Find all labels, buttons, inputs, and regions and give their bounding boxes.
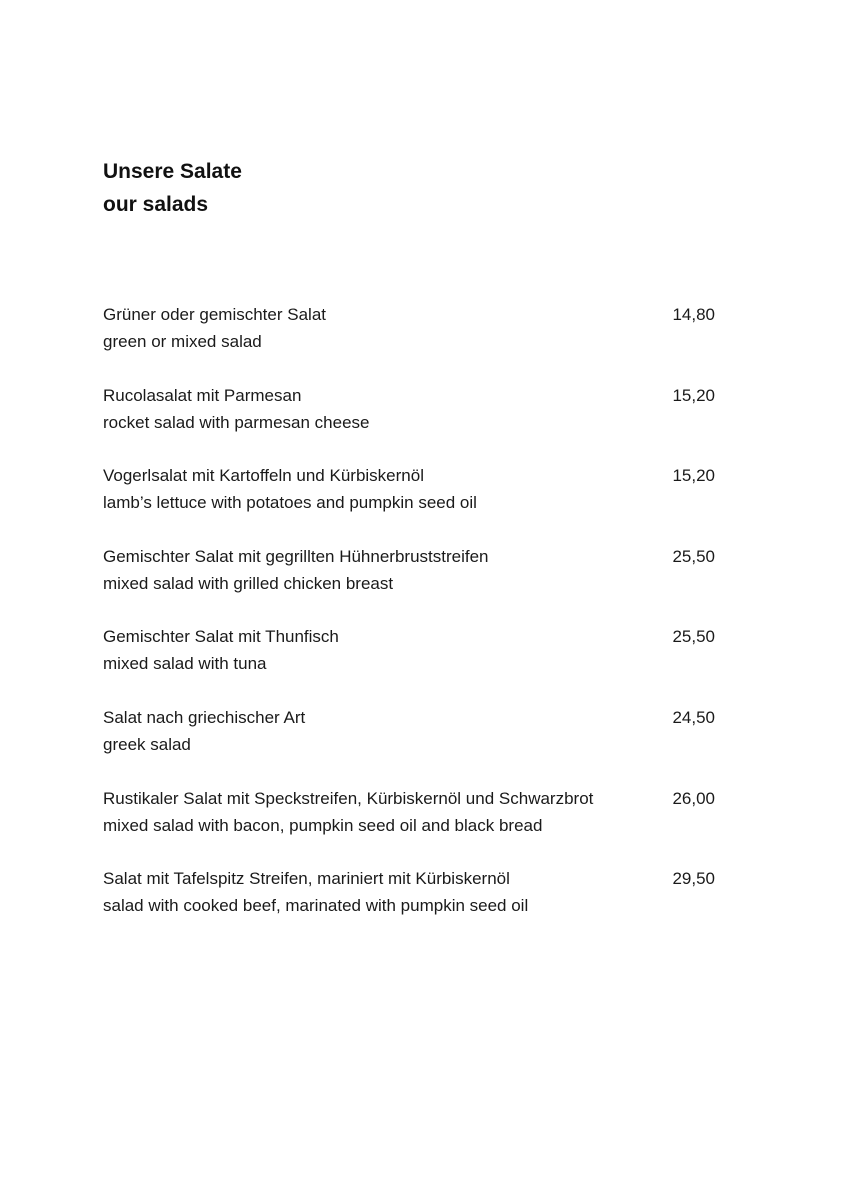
- item-name-english: lamb’s lettuce with potatoes and pumpkin seed oil: [103, 493, 477, 513]
- item-price: 25,50: [672, 546, 715, 566]
- item-price: 26,00: [672, 788, 715, 808]
- item-name-german: Salat nach griechischer Art: [103, 707, 306, 727]
- list-item: [103, 785, 715, 866]
- item-name-english: green or mixed salad: [103, 332, 262, 351]
- title-german: Unsere Salate: [103, 160, 242, 183]
- item-price: 24,50: [672, 707, 715, 727]
- item-name-english: rocket salad with parmesan cheese: [103, 412, 370, 432]
- item-name-english: salad with cooked beef, marinated with pumpkin seed oil: [103, 896, 529, 916]
- item-name-german: Grüner oder gemischter Salat: [103, 305, 326, 324]
- item-name-english: mixed salad with bacon, pumpkin seed oil and black bread: [103, 815, 543, 835]
- list-item: [103, 382, 715, 463]
- list-item: [103, 623, 715, 704]
- page-title: [103, 155, 242, 221]
- item-price: 14,80: [672, 305, 715, 324]
- item-name-german: Rucolasalat mit Parmesan: [103, 385, 302, 405]
- list-item: [103, 543, 715, 624]
- item-price: 15,20: [672, 466, 715, 486]
- item-name-german: Gemischter Salat mit Thunfisch: [103, 627, 339, 647]
- list-item: [103, 462, 715, 543]
- item-name-english: mixed salad with grilled chicken breast: [103, 573, 394, 593]
- salad-list: [103, 301, 715, 946]
- item-name-german: Gemischter Salat mit gegrillten Hühnerbruststreifen: [103, 546, 489, 566]
- list-item: [103, 704, 715, 785]
- item-name-english: greek salad: [103, 734, 191, 754]
- item-price: 15,20: [672, 385, 715, 405]
- item-name-german: Vogerlsalat mit Kartoffeln und Kürbiskernöl: [103, 466, 424, 486]
- item-name-english: mixed salad with tuna: [103, 654, 267, 674]
- item-price: 25,50: [672, 627, 715, 647]
- item-name-german: Salat mit Tafelspitz Streifen, mariniert mit Kürbiskernöl: [103, 869, 510, 889]
- list-item: [103, 865, 715, 946]
- item-price: 29,50: [672, 869, 715, 889]
- list-item: [103, 301, 715, 382]
- title-english: our salads: [103, 193, 209, 216]
- item-name-german: Rustikaler Salat mit Speckstreifen, Kürbiskernöl und Schwarzbrot: [103, 788, 594, 808]
